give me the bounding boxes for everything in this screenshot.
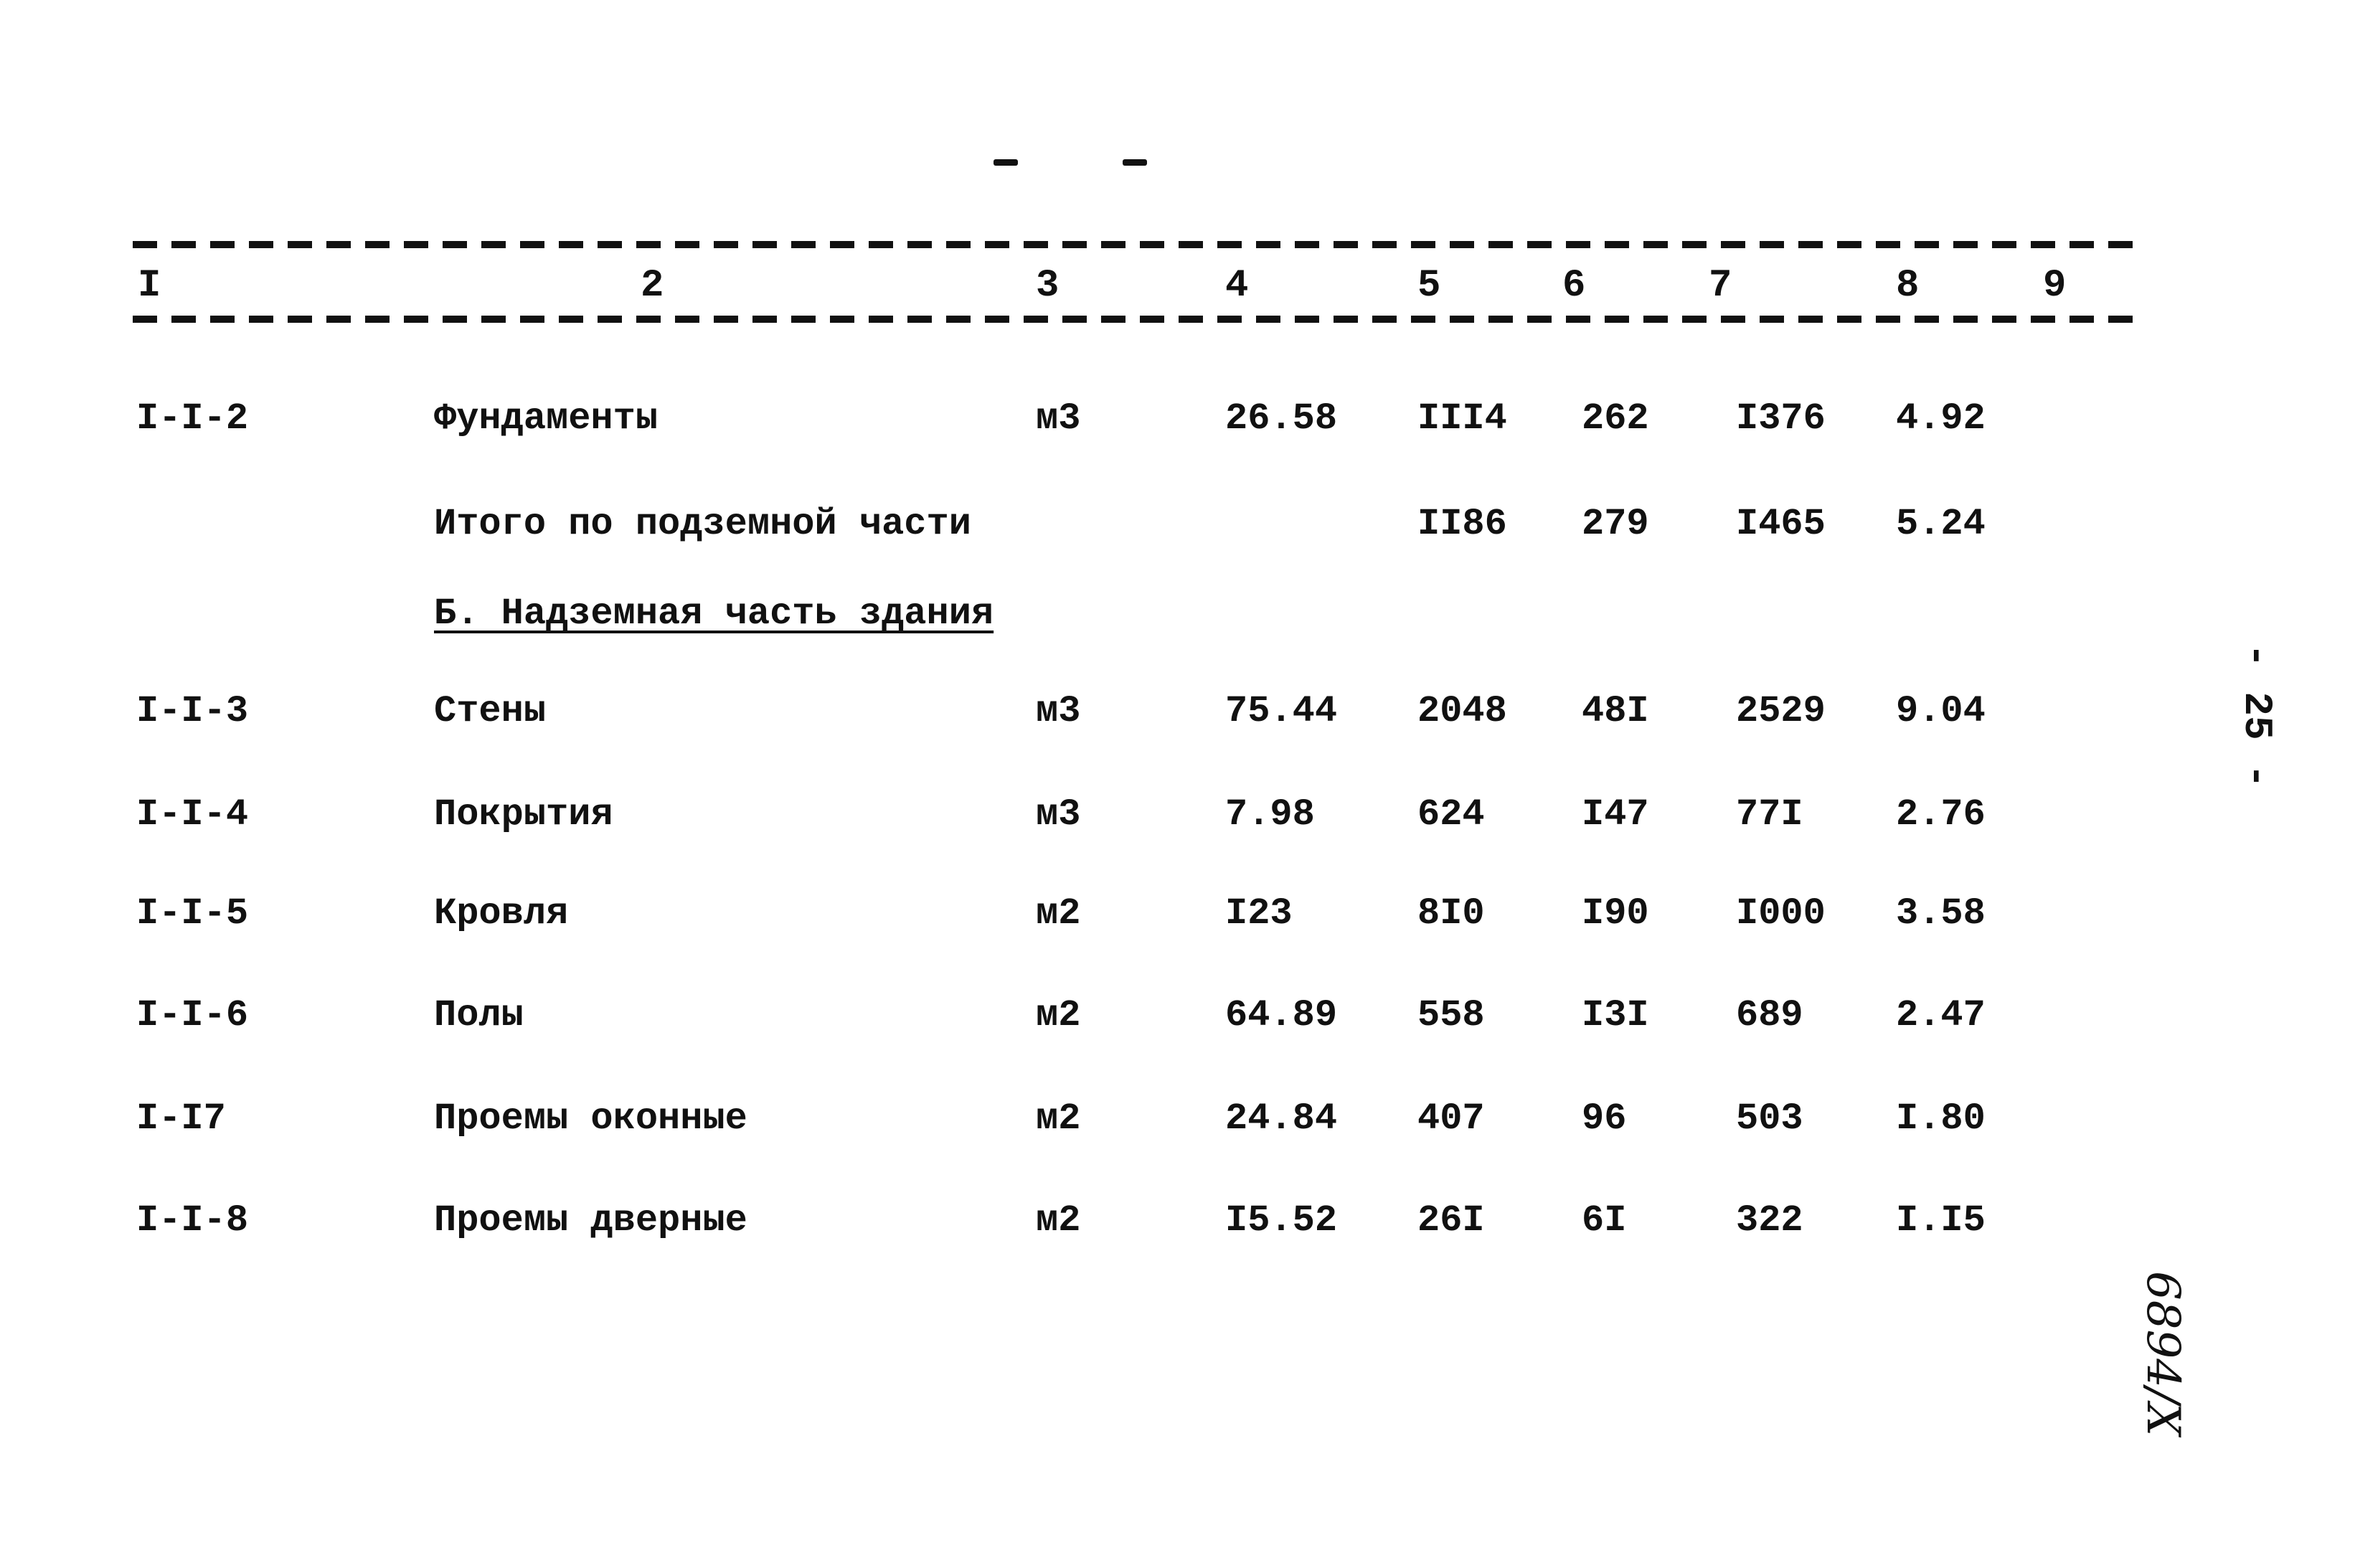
row-col4: I5.52 [1225,1199,1338,1242]
row-unit: м2 [1036,892,1081,935]
row-col8: 2.76 [1896,793,1986,836]
header-top-rule [133,241,2138,248]
page-number: - 25 - [2233,643,2280,788]
column-header-3: 3 [1036,264,1059,308]
row-name: Проемы дверные [434,1199,747,1242]
document-code: 6894/X [2136,1271,2189,1436]
row-col6: I3I [1582,994,1649,1036]
header-bottom-rule [133,316,2138,323]
row-col7: 322 [1736,1199,1803,1242]
row-name: Кровля [434,892,569,935]
row-col4: 7.98 [1225,793,1315,836]
row-unit: м3 [1036,690,1081,732]
row-col6: 262 [1582,397,1649,440]
row-col5: 624 [1417,793,1485,836]
subtotal-label: Итого по подземной части [434,503,971,545]
row-name: Фундаменты [434,397,659,440]
row-col4: I23 [1225,892,1293,935]
row-col7: I376 [1736,397,1826,440]
row-name: Полы [434,994,524,1036]
row-name: Стены [434,690,547,732]
row-col5: 26I [1417,1199,1485,1242]
row-col8: 3.58 [1896,892,1986,935]
row-code: I-I-6 [136,994,249,1036]
row-col5: 8I0 [1417,892,1485,935]
column-header-4: 4 [1225,264,1249,308]
subtotal-col5: II86 [1417,503,1507,545]
row-col6: 6I [1582,1199,1627,1242]
column-header-1: I [138,264,161,308]
row-col8: 4.92 [1896,397,1986,440]
row-col4: 26.58 [1225,397,1338,440]
row-col5: 558 [1417,994,1485,1036]
column-header-5: 5 [1417,264,1441,308]
row-col8: 9.04 [1896,690,1986,732]
row-col7: I000 [1736,892,1826,935]
row-unit: м2 [1036,1199,1081,1242]
row-col7: 503 [1736,1097,1803,1140]
row-col4: 75.44 [1225,690,1338,732]
section-title: Б. Надземная часть здания [434,592,994,635]
row-col7: 77I [1736,793,1803,836]
row-col5: 407 [1417,1097,1485,1140]
row-unit: м2 [1036,994,1081,1036]
row-col4: 64.89 [1225,994,1338,1036]
row-unit: м3 [1036,397,1081,440]
row-col8: I.I5 [1896,1199,1986,1242]
row-code: I-I-5 [136,892,249,935]
row-unit: м2 [1036,1097,1081,1140]
row-col6: 48I [1582,690,1649,732]
column-header-9: 9 [2043,264,2067,308]
row-col7: 689 [1736,994,1803,1036]
row-unit: м3 [1036,793,1081,836]
row-name: Покрытия [434,793,613,836]
row-code: I-I-4 [136,793,249,836]
row-col6: I90 [1582,892,1649,935]
row-col6: I47 [1582,793,1649,836]
row-col4: 24.84 [1225,1097,1338,1140]
row-col6: 96 [1582,1097,1627,1140]
column-header-8: 8 [1896,264,1920,308]
row-col5: III4 [1417,397,1507,440]
subtotal-col6: 279 [1582,503,1649,545]
row-code: I-I7 [136,1097,226,1140]
column-header-7: 7 [1709,264,1732,308]
subtotal-col7: I465 [1736,503,1826,545]
subtotal-col8: 5.24 [1896,503,1986,545]
row-code: I-I-2 [136,397,249,440]
row-col7: 2529 [1736,690,1826,732]
row-col5: 2048 [1417,690,1507,732]
column-header-6: 6 [1562,264,1586,308]
row-col8: I.80 [1896,1097,1986,1140]
row-code: I-I-8 [136,1199,249,1242]
top-mark-right [1123,159,1147,166]
column-header-2: 2 [641,264,664,308]
top-mark-left [994,159,1018,166]
row-code: I-I-3 [136,690,249,732]
row-name: Проемы оконные [434,1097,747,1140]
row-col8: 2.47 [1896,994,1986,1036]
